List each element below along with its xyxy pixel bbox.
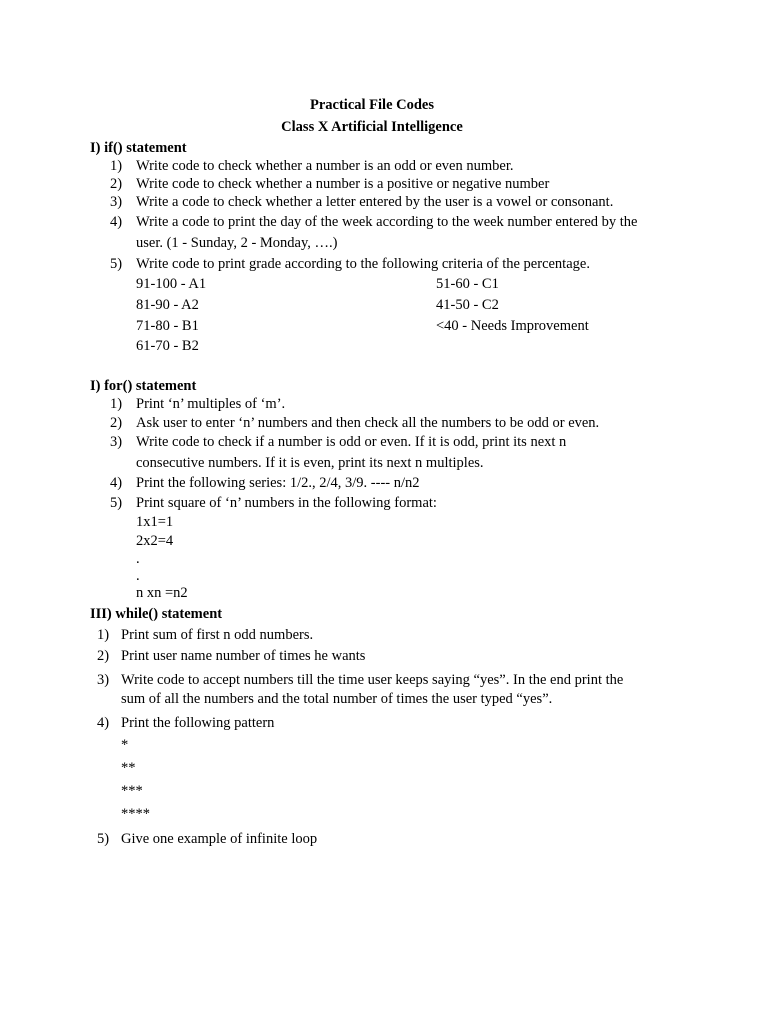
format-line: . [136,551,140,567]
list-item-continuation: consecutive numbers. If it is even, print its next n multiples. [136,455,484,471]
grade-entry: 81-90 - A2 [136,297,199,313]
list-item-text: Ask user to enter ‘n’ numbers and then check all the numbers to be odd or even. [136,415,600,431]
list-number: 5) [97,831,110,847]
list-number: 3) [110,434,123,450]
list-number: 3) [97,672,110,688]
grade-entry: 61-70 - B2 [136,338,199,354]
grade-entry: 41-50 - C2 [436,297,499,313]
list-item-text: Write code to check whether a number is an odd or even number. [136,158,514,174]
list-number: 5) [110,256,123,272]
format-line: . [136,568,140,584]
list-number: 3) [110,194,123,210]
section-heading-for: I) for() statement [90,378,197,394]
grade-entry: 71-80 - B1 [136,318,199,334]
grade-entry: <40 - Needs Improvement [436,318,589,334]
list-item-text: Print sum of first n odd numbers. [121,627,314,643]
list-item-text: Give one example of infinite loop [121,831,318,847]
list-item-text: Write code to check whether a number is a positive or negative number [136,176,550,192]
list-item-continuation: user. (1 - Sunday, 2 - Monday, ….) [136,235,338,251]
list-number: 2) [110,176,123,192]
pattern-line: ** [121,760,136,776]
section-heading-if: I) if() statement [90,140,187,156]
list-item-text: Print ‘n’ multiples of ‘m’. [136,396,286,412]
list-number: 1) [110,396,123,412]
list-item-text: Print the following series: 1/2., 2/4, 3/9. ---- n/n2 [136,475,420,491]
list-number: 5) [110,495,123,511]
list-number: 1) [97,627,110,643]
list-item-text: Write a code to print the day of the week according to the week number entered by the [136,214,638,230]
grade-entry: 91-100 - A1 [136,276,207,292]
list-item-continuation: sum of all the numbers and the total number of times the user typed “yes”. [121,691,553,707]
list-item-text: Print the following pattern [121,715,275,731]
format-line: n xn =n2 [136,585,188,601]
list-item-text: Print user name number of times he wants [121,648,366,664]
section-heading-while: III) while() statement [90,606,223,622]
list-number: 4) [110,214,123,230]
list-item-text: Write code to check if a number is odd or even. If it is odd, print its next n [136,434,567,450]
list-number: 4) [110,475,123,491]
pattern-line: *** [121,783,143,799]
list-number: 2) [110,415,123,431]
list-number: 2) [97,648,110,664]
pattern-line: * [121,737,129,753]
list-item-text: Print square of ‘n’ numbers in the following format: [136,495,437,511]
list-number: 1) [110,158,123,174]
grade-entry: 51-60 - C1 [436,276,499,292]
list-number: 4) [97,715,110,731]
list-item-text: Write code to accept numbers till the time user keeps saying “yes”. In the end print the [121,672,624,688]
list-item-text: Write a code to check whether a letter entered by the user is a vowel or consonant. [136,194,614,210]
page-title: Practical File Codes [309,97,434,113]
page-subtitle: Class X Artificial Intelligence [281,119,463,135]
list-item-text: Write code to print grade according to the following criteria of the percentage. [136,256,590,272]
pattern-line: **** [121,806,150,822]
format-line: 2x2=4 [136,533,174,549]
format-line: 1x1=1 [136,514,174,530]
